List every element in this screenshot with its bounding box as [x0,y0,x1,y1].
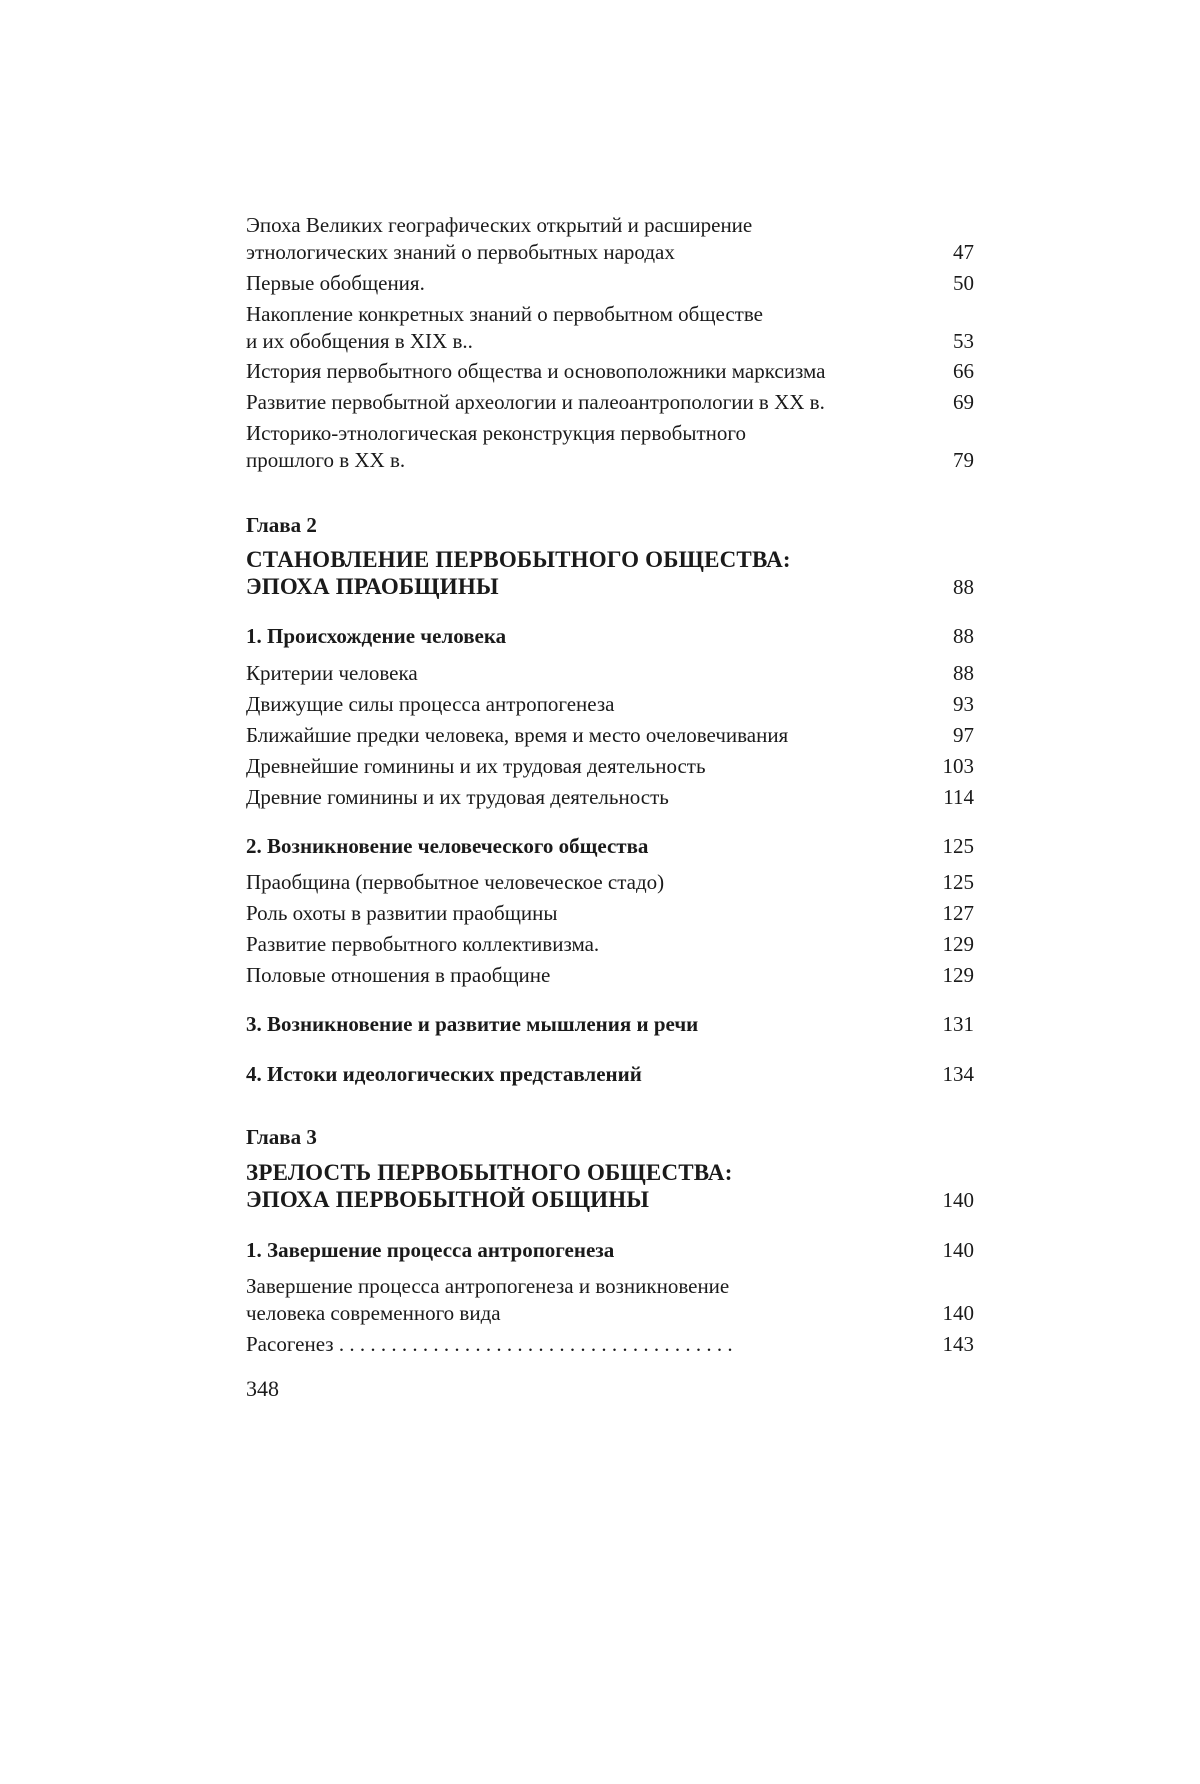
toc-entry-text: и их обобщения в XIX в.. [246,329,473,353]
toc-entry-page: 79 [953,448,974,472]
page-number: 348 [246,1376,279,1401]
section-heading: 1. Происхождение человека [246,624,507,648]
toc-entry-text: Историко-этнологическая реконструкция первобытного [246,421,746,445]
toc-entry-page: 88 [953,575,974,599]
toc-entry-page: 93 [953,692,974,716]
section-heading: 4. Истоки идеологических представлений [246,1062,642,1086]
toc-entry-text: Роль охоты в развитии праобщины [246,901,558,925]
section-heading: 3. Возникновение и развитие мышления и речи [246,1012,699,1036]
toc-entry-text: Завершение процесса антропогенеза и возникновение [246,1274,730,1298]
toc-entry-text: Развитие первобытной археологии и палеоантропологии в XX в. [246,390,825,414]
toc-entry-page: 66 [953,359,974,383]
toc-entry-text: человека современного вида [246,1301,501,1325]
chapter-title: СТАНОВЛЕНИЕ ПЕРВОБЫТНОГО ОБЩЕСТВА: [246,547,791,572]
toc-entry-text: История первобытного общества и основоположники марксизма [246,359,826,383]
toc-entry-page: 129 [942,963,974,987]
toc-entry-page: 140 [942,1188,974,1212]
toc-entry-page: 140 [942,1301,974,1325]
chapter-title: ЭПОХА ПЕРВОБЫТНОЙ ОБЩИНЫ [246,1187,650,1212]
toc-entry-page: 53 [953,329,974,353]
chapter-title: ЭПОХА ПРАОБЩИНЫ [246,574,499,599]
toc-entry-page: 50 [953,271,974,295]
toc-entry-page: 103 [942,754,974,778]
toc-entry-page: 88 [953,661,974,685]
toc-entry-text: Расогенез . . . . . . . . . . . . . . . . . . . . . . . . . . . . . . . . . . . . . . [246,1332,733,1356]
toc-entry-text: Древнейшие гоминины и их трудовая деятельность [246,754,706,778]
toc-entry-text: Развитие первобытного коллективизма. [246,932,600,956]
toc-entry-text: Накопление конкретных знаний о первобытном обществе [246,302,763,326]
toc-entry-page: 143 [942,1332,974,1356]
chapter-title: ЗРЕЛОСТЬ ПЕРВОБЫТНОГО ОБЩЕСТВА: [246,1160,733,1185]
toc-entry-text: Эпоха Великих географических открытий и расширение [246,213,753,237]
toc-entry-text: этнологических знаний о первобытных народах [246,240,675,264]
toc-entry-text: Половые отношения в праобщине [246,963,551,987]
toc-entry-page: 125 [942,870,974,894]
toc-entry-page: 114 [943,785,974,809]
section-heading: 1. Завершение процесса антропогенеза [246,1238,615,1262]
toc-entry-page: 140 [942,1238,974,1262]
toc-entry-page: 97 [953,723,974,747]
toc-entry-text: Движущие силы процесса антропогенеза [246,692,615,716]
toc-entry-page: 125 [942,834,974,858]
section-heading: 2. Возникновение человеческого общества [246,834,649,858]
toc-entry-page: 134 [942,1062,974,1086]
toc-entry-page: 69 [953,390,974,414]
toc-entry-text: Праобщина (первобытное человеческое стадо) [246,870,665,894]
toc-entry-text: Ближайшие предки человека, время и место очеловечивания [246,723,789,747]
toc-entry-text: Первые обобщения. [246,271,425,295]
chapter-label: Глава 2 [246,513,317,537]
toc-entry-page: 131 [942,1012,974,1036]
toc-entry-page: 88 [953,624,974,648]
toc-entry-page: 127 [942,901,974,925]
chapter-label: Глава 3 [246,1125,317,1149]
toc-entry-text: Древние гоминины и их трудовая деятельность [246,785,669,809]
toc-entry-text: Критерии человека [246,661,418,685]
toc-entry-page: 47 [953,240,974,264]
toc-entry-text: прошлого в XX в. [246,448,406,472]
toc-entry-page: 129 [942,932,974,956]
